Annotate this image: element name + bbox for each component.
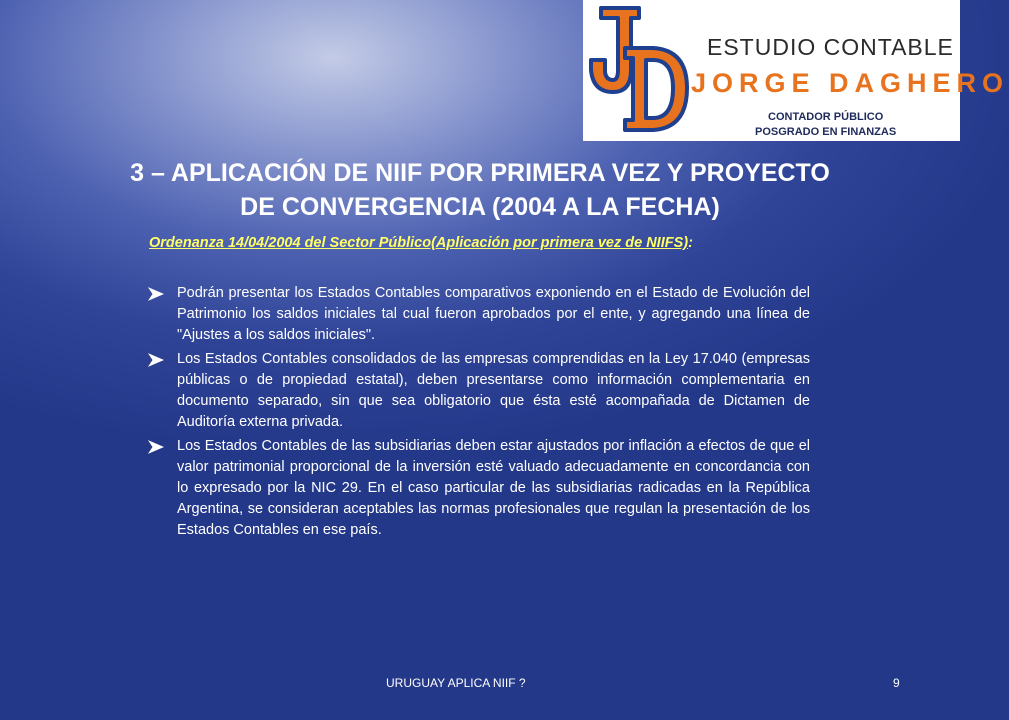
company-logo <box>583 0 1009 141</box>
logo-degree-label: POSGRADO EN FINANZAS <box>755 126 897 138</box>
ordinance-heading <box>149 235 829 251</box>
bullet-item <box>148 436 810 541</box>
bullet-item <box>148 283 810 346</box>
logo-studio-label: ESTUDIO CONTABLE <box>707 34 954 60</box>
jd-monogram-icon <box>583 0 703 141</box>
bullet-text: Los Estados Contables de las subsidiarias deben estar ajustados por inflación a efectos de que el valor patrimonial proporcional de la inversión esté valuado adecuadamente en concordancia con lo expresado por la NIC 29. En el caso particular de las subsidiarias radicadas en la República Argentina, se consideran aceptables las normas profesionales que regulan la presentación de los Estados Contables en ese país. <box>177 438 810 538</box>
footer-label: URUGUAY APLICA NIIF ? <box>386 676 526 690</box>
bullet-text: Podrán presentar los Estados Contables comparativos exponiendo en el Estado de Evolución del Patrimonio los saldos iniciales tal cual fueron aprobados por el ente, y agregando una línea de "Ajustes a los saldos iniciales". <box>177 285 810 343</box>
arrow-bullet-icon <box>148 353 164 367</box>
page-number: 9 <box>893 676 900 690</box>
slide-title: 3 – APLICACIÓN DE NIIF POR PRIMERA VEZ Y PROYECTO DE CONVERGENCIA (2004 A LA FECHA) <box>130 159 830 221</box>
arrow-bullet-icon <box>148 287 164 301</box>
arrow-bullet-icon <box>148 440 164 454</box>
bullet-item <box>148 349 810 433</box>
bullet-text: Los Estados Contables consolidados de las empresas comprendidas en la Ley 17.040 (empresas públicas o de propiedad estatal), deben presentarse como información complementaria en documento separado, sin que sea obligatorio que ésta esté acompañada de Dictamen de Auditoría externa privada. <box>177 351 810 430</box>
logo-name-label: JORGE DAGHERO <box>691 68 1009 98</box>
ordinance-heading-text: Ordenanza 14/04/2004 del Sector Público(Aplicación por primera vez de NIIFS) <box>149 235 689 251</box>
logo-title-label: CONTADOR PÚBLICO <box>768 111 884 123</box>
ordinance-heading-colon: : <box>688 235 693 251</box>
bullet-list <box>148 283 810 544</box>
